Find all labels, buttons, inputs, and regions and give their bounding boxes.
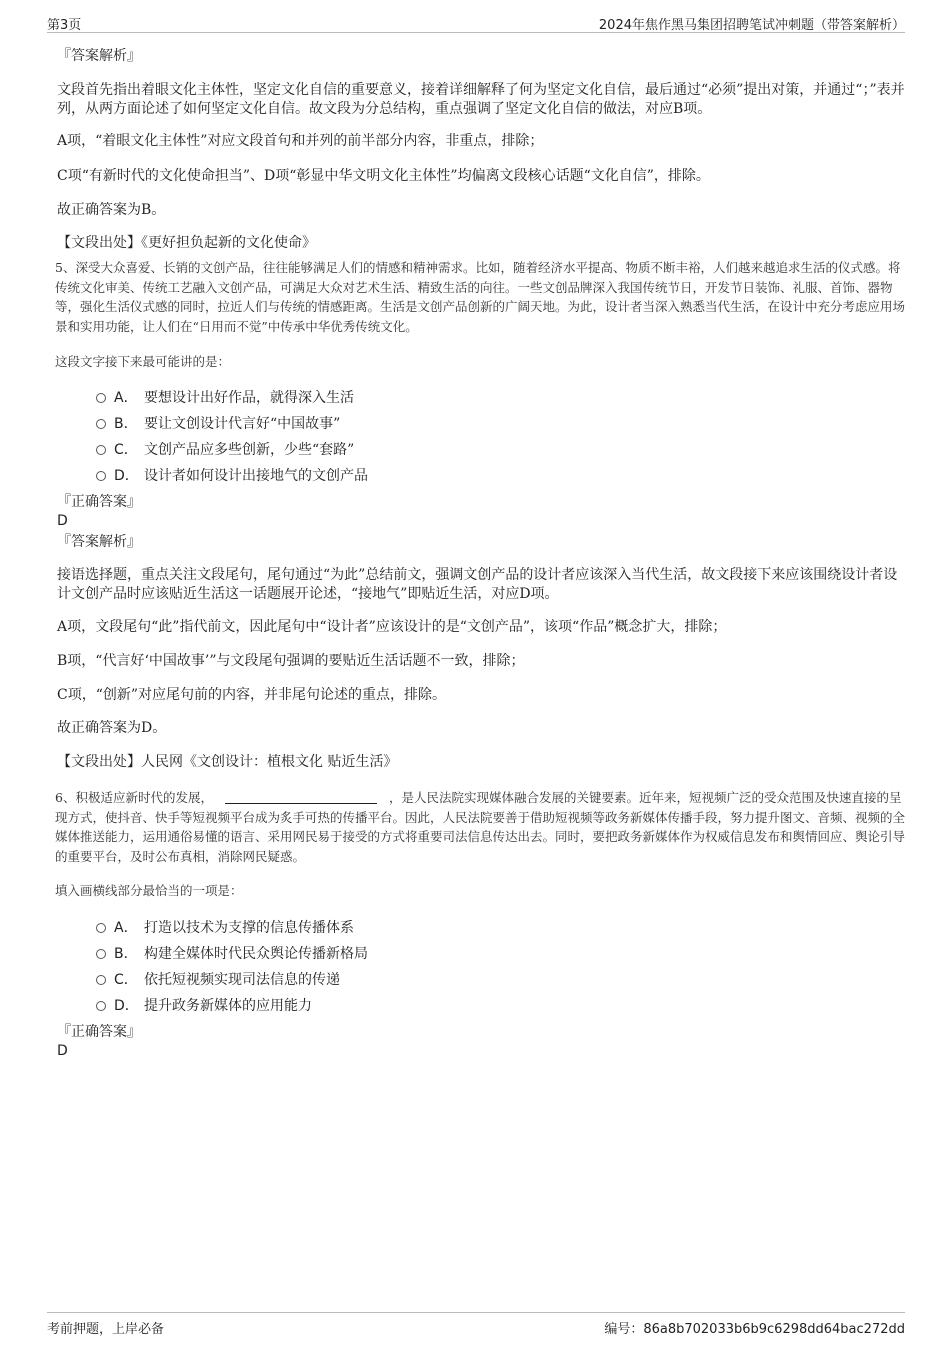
q6-option-b[interactable]: B． 构建全媒体时代民众舆论传播新格局: [96, 943, 368, 963]
q6-answer: D: [57, 1043, 68, 1059]
radio-icon[interactable]: [96, 949, 106, 959]
q5-analysis: 接语选择题，重点关注文段尾句，尾句通过“为此”总结前文，强调文创产品的设计者应该深入当代生活，故文段接下来应该围绕设计者设计文创产品时应该贴近生活这一话题展开论述，“接地气”即贴近生活，对应D项。: [57, 567, 898, 602]
footer-slogan: 考前押题，上岸必备: [47, 1322, 165, 1337]
q5-conclusion: 故正确答案为D。: [57, 720, 167, 736]
radio-icon[interactable]: [96, 923, 106, 933]
q5-note-b: B项，“代言好‘中国故事’”与文段尾句强调的要贴近生活话题不一致，排除；: [57, 653, 525, 669]
q5-answer: D: [57, 513, 68, 529]
q6-question: 填入画横线部分最恰当的一项是：: [55, 883, 243, 898]
q6-stem: 6、积极适应新时代的发展， ，是人民法院实现媒体融合发展的关键要素。近年来，短视频广泛的受众范围及快速直接的呈现方式，使抖音、快手等短视频平台成为炙手可热的传播平台。因此，人民法院要善于借助短视频等政务新媒体传播手段，努力提升图文、音频、视频的全媒体推送能力，运用通俗易懂的语言、采用网民易于接受的方式将重要司法信息传达出去。同时，要把政务新媒体作为权威信息发布和舆情回应、舆论引导的重要平台，及时公布真相，消除网民疑惑。: [55, 790, 906, 864]
fill-blank: [225, 791, 377, 804]
q6-option-d[interactable]: D． 提升政务新媒体的应用能力: [96, 995, 312, 1015]
q5-option-a[interactable]: A． 要想设计出好作品，就得深入生活: [96, 387, 354, 407]
q4-note-cd: C项“有新时代的文化使命担当”、D项“彰显中华文明文化主体性”均偏离文段核心话题“文化自信”，排除。: [57, 168, 710, 184]
q4-analysis: 文段首先指出着眼文化主体性，坚定文化自信的重要意义，接着详细解释了何为坚定文化自信，最后通过“必须”提出对策，并通过“；”表并列，从两方面论述了如何坚定文化自信。故文段为分总结构，重点强调了坚定文化自信的做法，对应B项。: [57, 82, 905, 117]
q5-question: 这段文字接下来最可能讲的是：: [55, 354, 231, 369]
q5-analysis-heading: 『答案解析』: [57, 534, 141, 550]
q5-note-a: A项，文段尾句“此”指代前文，因此尾句中“设计者”应该设计的是“文创产品”，该项“作品”概念扩大，排除；: [57, 619, 727, 635]
footer-code: 编号：86a8b702033b6b9c6298dd64bac272dd: [604, 1322, 905, 1337]
q4-note-a: A项，“着眼文化主体性”对应文段首句和并列的前半部分内容，非重点，排除；: [57, 133, 544, 149]
page-number: 第3页: [47, 18, 82, 33]
q5-note-c: C项，“创新”对应尾句前的内容，并非尾句论述的重点，排除。: [57, 687, 447, 703]
q6-answer-heading: 『正确答案』: [57, 1024, 141, 1040]
q6-option-a[interactable]: A． 打造以技术为支撑的信息传播体系: [96, 917, 354, 937]
q6-option-c[interactable]: C． 依托短视频实现司法信息的传递: [96, 969, 340, 989]
q4-analysis-heading: 『答案解析』: [57, 48, 141, 64]
radio-icon[interactable]: [96, 393, 106, 403]
radio-icon[interactable]: [96, 1001, 106, 1011]
q5-source: 【文段出处】人民网《文创设计：植根文化 贴近生活》: [57, 754, 398, 770]
q5-option-d[interactable]: D． 设计者如何设计出接地气的文创产品: [96, 465, 368, 485]
q5-option-c[interactable]: C． 文创产品应多些创新，少些“套路”: [96, 439, 354, 459]
q5-stem: 5、深受大众喜爱、长销的文创产品，往往能够满足人们的情感和精神需求。比如，随着经济水平提高、物质不断丰裕，人们越来越追求生活的仪式感。将传统文化审美、传统工艺融入文创产品，可满足大众对艺术生活、精致生活的向往。一些文创品牌深入我国传统节日，开发节日装饰、礼服、首饰、器物等，强化生活仪式感的同时，拉近人们与传统的情感距离。生活是文创产品创新的广阔天地。为此，设计者当深入熟悉当代生活，在设计中充分考虑应用场景和实用功能，让人们在“日用而不觉”中传承中华优秀传统文化。: [55, 260, 906, 334]
q5-option-b[interactable]: B． 要让文创设计代言好“中国故事”: [96, 413, 340, 433]
document-title: 2024年焦作黑马集团招聘笔试冲刺题（带答案解析）: [598, 18, 905, 33]
page-footer: [47, 1312, 905, 1339]
radio-icon[interactable]: [96, 419, 106, 429]
radio-icon[interactable]: [96, 975, 106, 985]
radio-icon[interactable]: [96, 471, 106, 481]
q4-conclusion: 故正确答案为B。: [57, 202, 166, 218]
q4-source: 【文段出处】《更好担负起新的文化使命》: [57, 235, 316, 251]
q5-answer-heading: 『正确答案』: [57, 494, 141, 510]
radio-icon[interactable]: [96, 445, 106, 455]
page-header: [47, 12, 905, 33]
